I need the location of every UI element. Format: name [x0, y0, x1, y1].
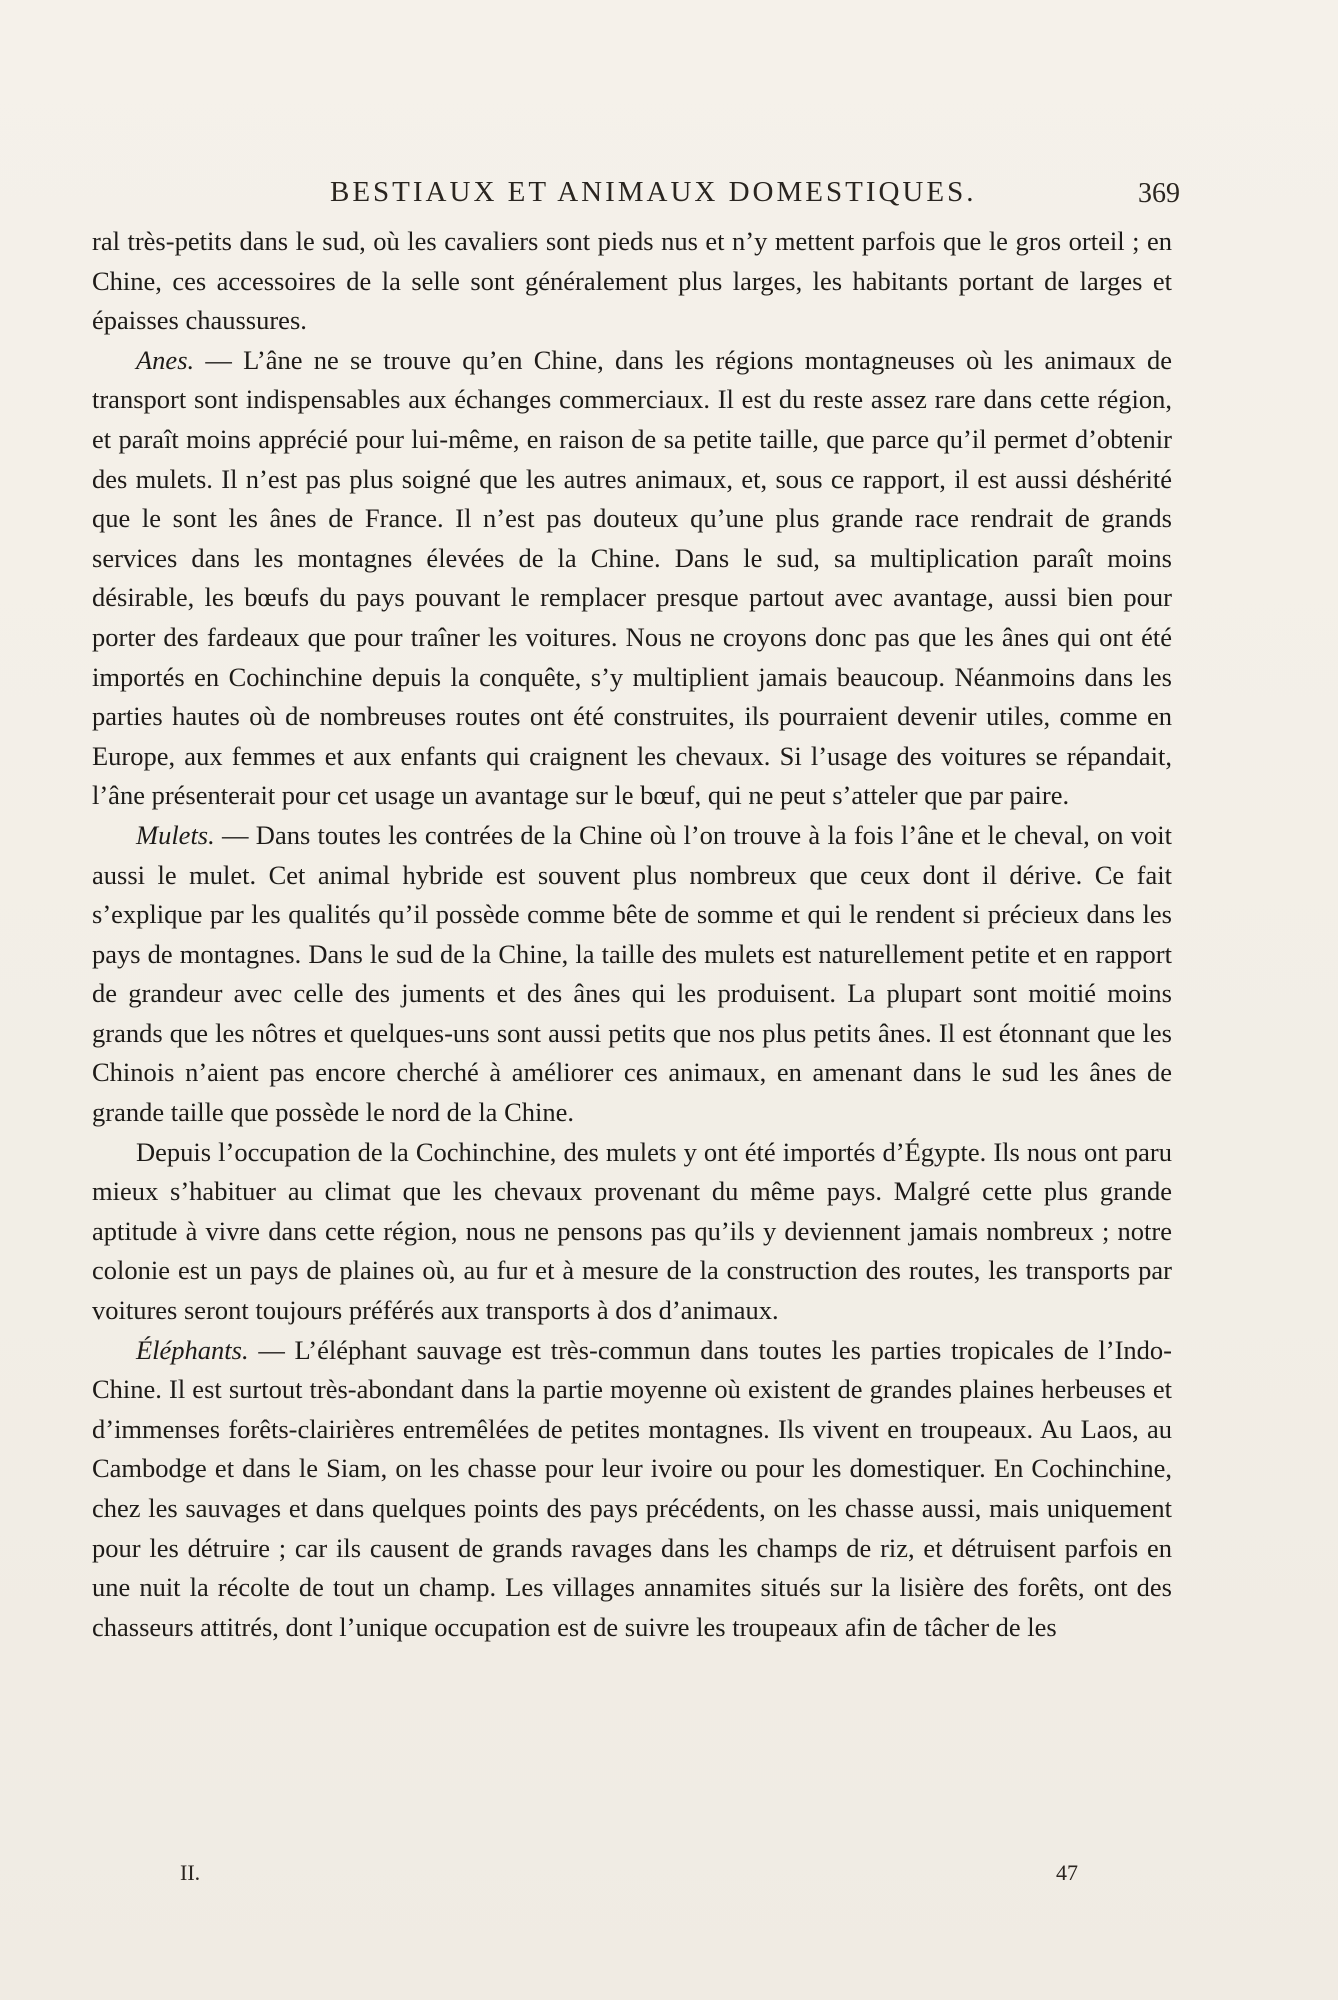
- body-text: [92, 222, 1172, 1647]
- paragraph-text: Depuis l’occupation de la Cochinchine, des mulets y ont été importés d’Égypte. Ils nous ont paru mieux s’habituer au climat que les chevaux provenant du même pays. Malgré cette plus grande aptitude à vivre dans cette région, nous ne pensons pas qu’ils y deviennent jamais nombreux ; notre colonie est un pays de plaines où, au fur et à mesure de la construction des routes, les transports par voitures seront toujours préférés aux transports à dos d’animaux.: [92, 1136, 1172, 1326]
- paragraph-text: — Dans toutes les contrées de la Chine où l’on trouve à la fois l’âne et le cheval, on voit aussi le mulet. Cet animal hybride est souvent plus nombreux que ceux dont il dérive. Ce fait s’explique par les qualités qu’il possède comme bête de somme et qui le rendent si précieux dans les pays de montagnes. Dans le sud de la Chine, la taille des mulets est naturellement petite et en rapport de grandeur avec celle des juments et des ânes qui les produisent. La plupart sont moitié moins grands que les nôtres et quelques-uns sont aussi petits que nos plus petits ânes. Il est étonnant que les Chinois n’aient pas encore cherché à améliorer ces animaux, en amenant dans le sud les ânes de grande taille que possède le nord de la Chine.: [92, 819, 1172, 1128]
- paragraph-text: — L’éléphant sauvage est très-commun dans toutes les parties tropicales de l’Indo-Chine. Il est surtout très-abondant dans la partie moyenne où existent de grandes plaines herbeuses et d’immenses forêts-clairières entremêlées de petites montagnes. Ils vivent en troupeaux. Au Laos, au Cambodge et dans le Siam, on les chasse pour leur ivoire ou pour les domestiquer. En Cochinchine, chez les sauvages et dans quelques points des pays précédents, on les chasse aussi, mais uniquement pour les détruire ; car ils causent de grands ravages dans les champs de riz, et détruisent parfois en une nuit la récolte de tout un champ. Les villages annamites situés sur la lisière des forêts, ont des chasseurs attitrés, dont l’unique occupation est de suivre les troupeaux afin de tâcher de les: [92, 1334, 1172, 1642]
- page-footer: [180, 1860, 1080, 1890]
- paragraph-anes: [92, 341, 1172, 816]
- paragraph-cochinchine: [92, 1133, 1172, 1331]
- section-term-elephants: Éléphants.: [136, 1334, 249, 1365]
- section-term-anes: Anes.: [136, 344, 195, 375]
- page-number: 369: [1138, 178, 1180, 209]
- paragraph-mulets: [92, 816, 1172, 1133]
- page-header: [90, 176, 1180, 216]
- running-title: BESTIAUX ET ANIMAUX DOMESTIQUES.: [330, 176, 977, 208]
- paragraph-text: — L’âne ne se trouve qu’en Chine, dans les régions montagneuses où les animaux de transport sont indispensables aux échanges commerciaux. Il est du reste assez rare dans cette région, et paraît moins apprécié pour lui-même, en raison de sa petite taille, que parce qu’il permet d’obtenir des mulets. Il n’est pas plus soigné que les autres animaux, et, sous ce rapport, il est aussi déshérité que le sont les ânes de France. Il n’est pas douteux qu’une plus grande race rendrait de grands services dans les montagnes élevées de la Chine. Dans le sud, sa multiplication paraît moins désirable, les bœufs du pays pouvant le remplacer presque partout avec avantage, aussi bien pour porter des fardeaux que pour traîner les voitures. Nous ne croyons donc pas que les ânes qui ont été importés en Cochinchine depuis la conquête, s’y multiplient jamais beaucoup. Néanmoins dans les parties hautes où de nombreuses routes ont été construites, ils pourraient devenir utiles, comme en Europe, aux femmes et aux enfants qui craignent les chevaux. Si l’usage des voitures se répandait, l’âne présenterait pour cet usage un avantage sur le bœuf, qui ne peut s’atteler que par paire.: [92, 344, 1172, 811]
- signature-mark-right: 47: [1056, 1860, 1078, 1885]
- paragraph-continuation: [92, 222, 1172, 341]
- section-term-mulets: Mulets.: [136, 819, 215, 850]
- signature-mark-left: II.: [180, 1860, 201, 1885]
- paragraph-text: ral très-petits dans le sud, où les cavaliers sont pieds nus et n’y mettent parfois que le gros orteil ; en Chine, ces accessoires de la selle sont généralement plus larges, les habitants portant de larges et épaisses chaussures.: [92, 226, 1172, 336]
- paragraph-elephants: [92, 1331, 1172, 1648]
